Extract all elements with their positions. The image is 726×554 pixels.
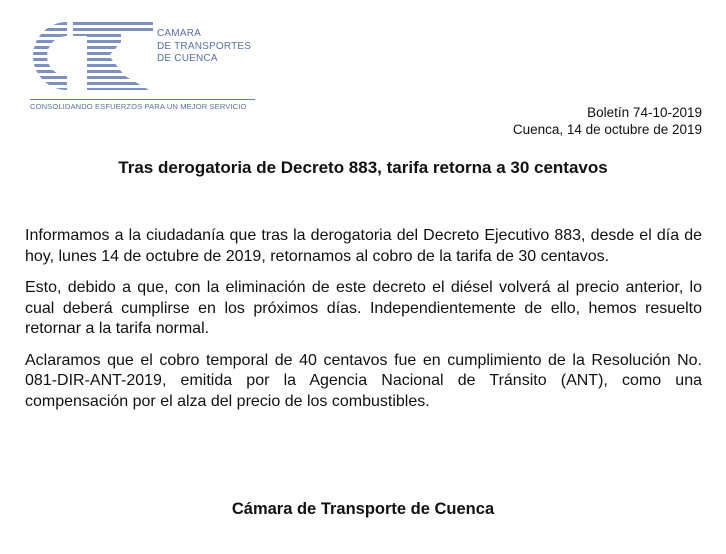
signature: Cámara de Transporte de Cuenca: [231, 500, 495, 518]
logo-divider: [30, 99, 255, 100]
organization-logo: [25, 18, 265, 111]
logo-organization-name: [157, 28, 251, 66]
body-paragraph-3: Aclaramos que el cobro temporal de 40 centavos fue en cumplimiento de la Resolución No. 081-DIR-ANT-2019, emitida por la Agencia Nacional de Tránsito (ANT), como una compensación por el alza del precio de los combustibles.: [25, 351, 702, 410]
document-title: Tras derogatoria de Decreto 883, tarifa retorna a 30 centavos: [118, 158, 608, 177]
logo-slogan: CONSOLIDANDO ESFUERZOS PARA UN MEJOR SERVICIO: [30, 102, 247, 111]
logo-name-line-3: DE CUENCA: [157, 53, 218, 64]
logo-name-line-1: CAMARA: [157, 28, 201, 39]
document-body: [25, 226, 702, 423]
bulletin-meta: [513, 104, 702, 138]
body-paragraph-2: Esto, debido a que, con la eliminación de este decreto el diésel volverá al precio anterior, lo cual deberá cumplirse en los próximos días. Independientemente de ello, hemos resuelto retornar a la tarifa normal.: [25, 279, 702, 337]
bulletin-place-date: Cuenca, 14 de octubre de 2019: [512, 122, 702, 137]
bulletin-number: Boletín 74-10-2019: [587, 105, 702, 120]
logo-name-line-2: DE TRANSPORTES: [157, 40, 252, 52]
ct-logo-mark-icon: [25, 18, 155, 96]
body-paragraph-1: Informamos a la ciudadanía que tras la derogatoria del Decreto Ejecutivo 883, desde el día de hoy, lunes 14 de octubre de 2019, retornamos al cobro de la tarifa de 30 centavos.: [25, 227, 702, 265]
